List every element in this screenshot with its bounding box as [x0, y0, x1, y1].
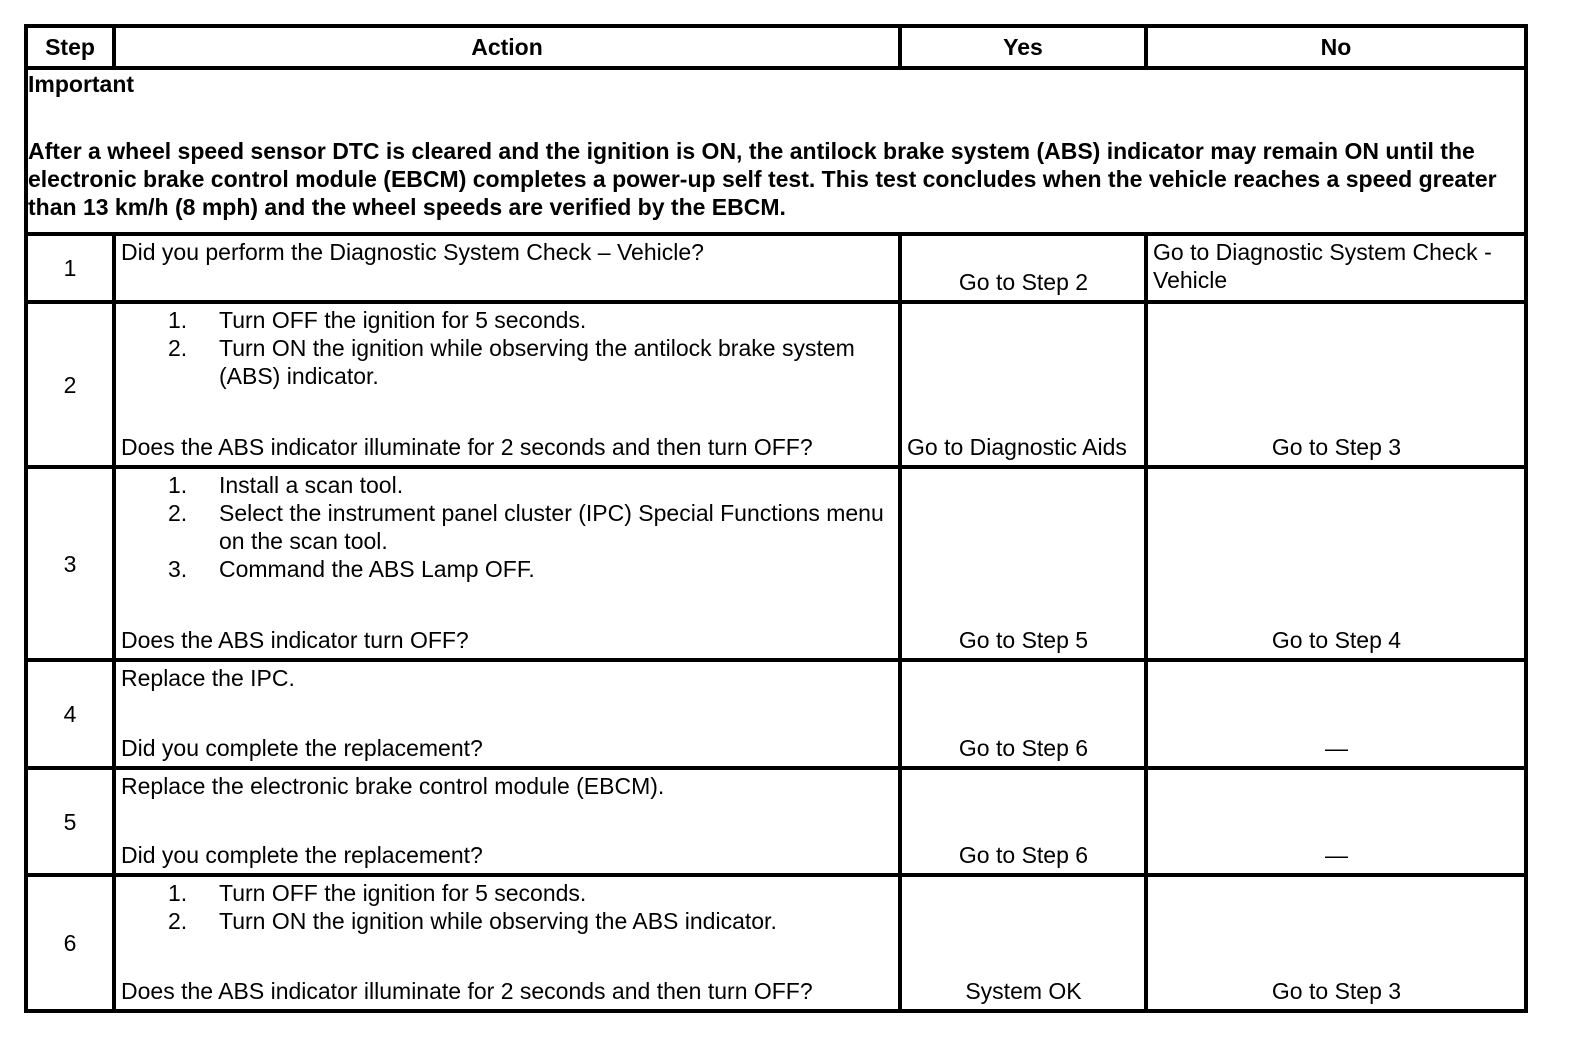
- step-number: 6: [26, 875, 114, 1011]
- table-row: [26, 660, 1526, 768]
- no-cell: [1146, 660, 1526, 768]
- list-item: 1. Turn OFF the ignition for 5 seconds.: [168, 880, 587, 906]
- list-item: 1. Install a scan tool.: [168, 472, 404, 498]
- yes-outcome: Go to Step 6: [958, 735, 1089, 761]
- table-row: [26, 467, 1526, 660]
- no-cell: [1146, 768, 1526, 875]
- action-cell: [114, 467, 900, 660]
- action-instruction: Replace the electronic brake control module (EBCM).: [121, 773, 665, 799]
- action-list: [121, 306, 894, 390]
- no-cell: [1146, 234, 1526, 302]
- action-cell: [114, 768, 900, 875]
- action-cell: [114, 660, 900, 768]
- no-cell: [1146, 302, 1526, 467]
- yes-outcome: Go to Diagnostic Aids: [907, 434, 1127, 460]
- list-item: 2. Select the instrument panel cluster (IPC) Special Functions menu on the scan tool.: [168, 500, 884, 554]
- list-item: 3. Command the ABS Lamp OFF.: [168, 556, 535, 582]
- step-number: 2: [26, 302, 114, 467]
- no-cell: [1146, 875, 1526, 1011]
- no-outcome: —: [1325, 735, 1348, 761]
- table-row: [26, 875, 1526, 1011]
- header-yes: Yes: [900, 26, 1146, 68]
- yes-cell: [900, 234, 1146, 302]
- yes-cell: [900, 467, 1146, 660]
- list-item: 2. Turn ON the ignition while observing the antilock brake system (ABS) indicator.: [168, 335, 855, 389]
- table-row: [26, 234, 1526, 302]
- action-cell: [114, 302, 900, 467]
- action-question: Did you complete the replacement?: [121, 842, 483, 868]
- step-number: 5: [26, 768, 114, 875]
- action-cell: [114, 234, 900, 302]
- step-number: 1: [26, 234, 114, 302]
- step-number: 3: [26, 467, 114, 660]
- action-question: Does the ABS indicator illuminate for 2 seconds and then turn OFF?: [121, 434, 813, 460]
- important-row: [26, 68, 1526, 234]
- header-no: No: [1146, 26, 1526, 68]
- action-cell: [114, 875, 900, 1011]
- important-text: After a wheel speed sensor DTC is cleared and the ignition is ON, the antilock brake system (ABS) indicator may remain ON until the electronic brake control module (EBCM) completes a power-up self test. This test concludes when the vehicle reaches a speed greater than 13 km/h (8 mph) and the wheel speeds are verified by the EBCM.: [28, 138, 1497, 220]
- yes-outcome: Go to Step 2: [958, 269, 1089, 295]
- action-instruction: Replace the IPC.: [121, 665, 295, 691]
- no-outcome: Go to Step 4: [1271, 627, 1402, 653]
- important-title: Important: [28, 71, 135, 97]
- action-question: Did you complete the replacement?: [121, 735, 483, 761]
- list-item: 1. Turn OFF the ignition for 5 seconds.: [168, 307, 587, 333]
- action-question: Did you perform the Diagnostic System Check – Vehicle?: [121, 239, 704, 265]
- action-question: Does the ABS indicator illuminate for 2 seconds and then turn OFF?: [121, 978, 813, 1004]
- yes-outcome: Go to Step 6: [958, 842, 1089, 868]
- yes-cell: [900, 302, 1146, 467]
- no-outcome: Go to Step 3: [1271, 978, 1402, 1004]
- yes-outcome: System OK: [965, 978, 1082, 1004]
- no-outcome: Go to Diagnostic System Check - Vehicle: [1153, 239, 1492, 293]
- yes-outcome: Go to Step 5: [958, 627, 1089, 653]
- no-cell: [1146, 467, 1526, 660]
- no-outcome: Go to Step 3: [1271, 434, 1402, 460]
- important-note: [26, 68, 1526, 234]
- table-row: [26, 768, 1526, 875]
- diagnostic-table: [24, 24, 1528, 1013]
- header-action: Action: [114, 26, 900, 68]
- table-row: [26, 302, 1526, 467]
- no-outcome: —: [1325, 842, 1348, 868]
- list-item: 2. Turn ON the ignition while observing the ABS indicator.: [168, 908, 777, 934]
- yes-cell: [900, 875, 1146, 1011]
- header-row: [26, 26, 1526, 68]
- action-question: Does the ABS indicator turn OFF?: [121, 627, 469, 653]
- step-number: 4: [26, 660, 114, 768]
- header-step: Step: [26, 26, 114, 68]
- action-list: [121, 879, 894, 935]
- yes-cell: [900, 660, 1146, 768]
- yes-cell: [900, 768, 1146, 875]
- action-list: [121, 471, 894, 583]
